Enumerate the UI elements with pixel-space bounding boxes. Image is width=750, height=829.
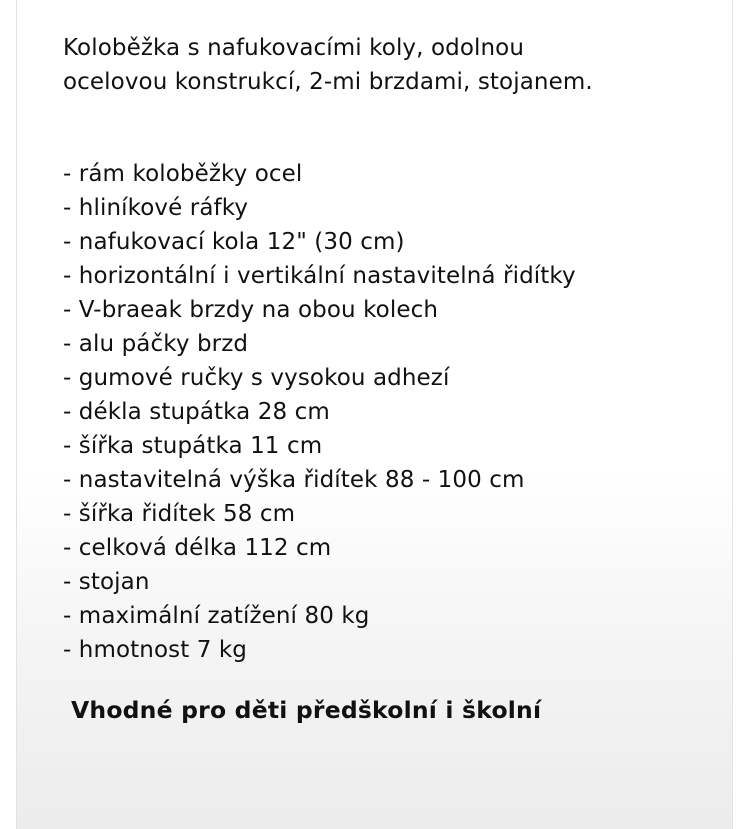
feature-item: - V-braeak brzdy na obou kolech bbox=[63, 297, 439, 323]
intro-line: ocelovou konstrukcí, 2-mi brzdami, stojanem. bbox=[63, 69, 593, 95]
intro-line: Koloběžka s nafukovacími koly, odolnou bbox=[63, 35, 525, 61]
feature-item: - celková délka 112 cm bbox=[63, 535, 332, 561]
feature-item: - stojan bbox=[63, 569, 150, 595]
feature-item: - horizontální i vertikální nastavitelná řidítky bbox=[63, 263, 576, 289]
feature-item: - šířka řidítek 58 cm bbox=[63, 501, 296, 527]
feature-item: - hmotnost 7 kg bbox=[63, 637, 248, 663]
feature-item: - hliníkové ráfky bbox=[63, 195, 249, 221]
feature-item: - gumové ručky s vysokou adhezí bbox=[63, 365, 450, 391]
product-intro bbox=[63, 31, 703, 99]
feature-item: - nastavitelná výška řidítek 88 - 100 cm bbox=[63, 467, 525, 493]
feature-list bbox=[63, 157, 576, 667]
feature-item: - alu páčky brzd bbox=[63, 331, 249, 357]
product-description-panel bbox=[16, 0, 733, 829]
feature-item: - šířka stupátka 11 cm bbox=[63, 433, 323, 459]
feature-item: - rám koloběžky ocel bbox=[63, 161, 303, 187]
feature-item: - maximální zatížení 80 kg bbox=[63, 603, 370, 629]
suitability-note: Vhodné pro děti předškolní i školní bbox=[71, 696, 542, 724]
feature-item: - nafukovací kola 12" (30 cm) bbox=[63, 229, 405, 255]
feature-item: - dékla stupátka 28 cm bbox=[63, 399, 330, 425]
